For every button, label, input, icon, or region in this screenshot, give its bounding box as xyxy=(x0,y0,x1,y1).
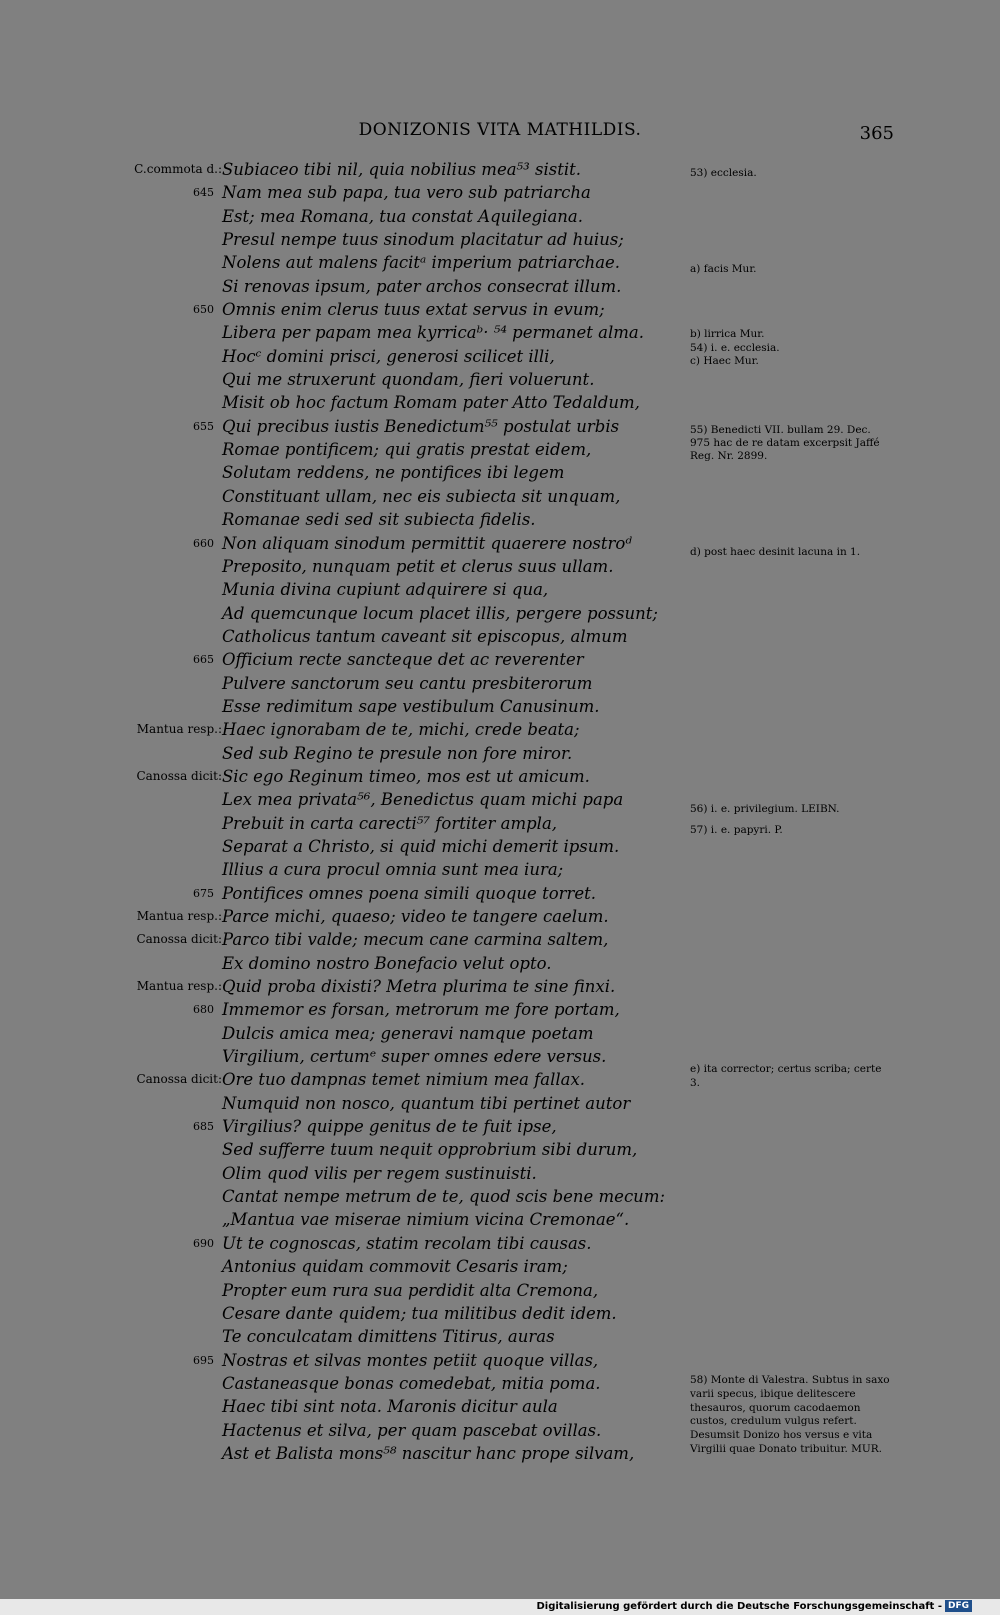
verse-text: Sed sub Regino te presule non fore miror. xyxy=(222,743,573,763)
verse-text: Catholicus tantum caveant sit episcopus, almum xyxy=(222,626,628,646)
verse-line xyxy=(0,1140,1000,1163)
verse-text: Hactenus et silva, per quam pascebat ovillas. xyxy=(222,1420,602,1440)
verse-text: Ex domino nostro Bonefacio velut opto. xyxy=(222,953,552,973)
line-number: 675 xyxy=(193,886,214,900)
verse-line xyxy=(0,1351,1000,1374)
verse-text: Nam mea sub papa, tua vero sub patriarcha xyxy=(222,183,591,203)
verse-text: Pontifices omnes poena simili quoque torret. xyxy=(222,883,597,903)
verse-text: Lex mea privata⁵⁶, Benedictus quam michi papa xyxy=(222,790,624,810)
verse-line xyxy=(0,720,1000,743)
verse-text: Olim quod vilis per regem sustinuisti. xyxy=(222,1163,537,1183)
page-title: DONIZONIS VITA MATHILDIS. xyxy=(358,120,642,140)
verse-text: Ad quemcunque locum placet illis, pergere possunt; xyxy=(222,603,658,623)
verse-text: Te conculcatam dimittens Titirus, auras xyxy=(222,1327,555,1347)
line-number: 695 xyxy=(193,1353,214,1367)
verse-line xyxy=(0,393,1000,416)
verse-text: Dulcis amica mea; generavi namque poetam xyxy=(222,1023,594,1043)
verse-text: Castaneasque bonas comedebat, mitia poma. xyxy=(222,1373,601,1393)
verse-line xyxy=(0,1234,1000,1257)
verse-text: Ore tuo dampnas temet nimium mea fallax. xyxy=(222,1070,586,1090)
verse-text: Non aliquam sinodum permittit quaerere nostroᵈ xyxy=(222,533,632,553)
verse-text: Misit ob hoc factum Romam pater Atto Tedaldum, xyxy=(222,393,640,413)
verse-line xyxy=(0,1210,1000,1233)
footnote-b-54-c: b) lirrica Mur. 54) i. e. ecclesia. c) Haec Mur. xyxy=(690,328,780,367)
verse-line xyxy=(0,1257,1000,1280)
footnote-58: 58) Monte di Valestra. Subtus in saxo varii specus, ibique delitescere thesauros, quorum cacodaemon custos, credulum vulgus refert. Desumsit Donizo hos versus e vita Virgilii quae Donato tribuitur. MUR. xyxy=(690,1374,890,1455)
verse-text: Si renovas ipsum, pater archos consecrat illum. xyxy=(222,276,622,296)
verse-text: Sed sufferre tuum nequit opprobrium sibi durum, xyxy=(222,1140,638,1160)
footnote-d: d) post haec desinit lacuna in 1. xyxy=(690,546,861,558)
verse-text: Hocᶜ domini prisci, generosi scilicet illi, xyxy=(222,346,555,366)
verse-text: Libera per papam mea kyrricaᵇ· ⁵⁴ permanet alma. xyxy=(222,323,644,343)
line-number: 690 xyxy=(193,1236,214,1250)
verse-text: Prebuit in carta carecti⁵⁷ fortiter ampla, xyxy=(222,813,558,833)
verse-text: Cantat nempe metrum de te, quod scis bene mecum: xyxy=(222,1187,666,1207)
verse-line xyxy=(0,604,1000,627)
footnote-e: e) ita corrector; certus scriba; certe 3. xyxy=(690,1063,882,1089)
verse-text: Quid proba dixisti? Metra plurima te sine finxi. xyxy=(222,977,616,997)
footer-text: Digitalisierung gefördert durch die Deutsche Forschungsgemeinschaft - xyxy=(536,1600,942,1612)
line-number: 665 xyxy=(193,653,214,667)
verse-line xyxy=(0,1327,1000,1350)
verse-line xyxy=(0,954,1000,977)
line-number: 660 xyxy=(193,536,214,550)
footer xyxy=(536,1600,972,1612)
verse-line xyxy=(0,207,1000,230)
verse-text: Pulvere sanctorum seu cantu presbiterorum xyxy=(222,673,593,693)
verse-line xyxy=(0,1117,1000,1140)
footnote-56: 56) i. e. privilegium. LEIBN. xyxy=(690,803,840,815)
verse-line xyxy=(0,674,1000,697)
verse-line xyxy=(0,1164,1000,1187)
dfg-logo: DFG xyxy=(945,1600,972,1612)
verse-line xyxy=(0,767,1000,790)
speaker-label: Canossa dicit: xyxy=(136,1072,222,1087)
verse-text: Immemor es forsan, metrorum me fore portam, xyxy=(222,1000,620,1020)
verse-line xyxy=(0,487,1000,510)
verse-text: Solutam reddens, ne pontifices ibi legem xyxy=(222,463,565,483)
verse-text: Numquid non nosco, quantum tibi pertinet autor xyxy=(222,1093,631,1113)
verse-text: Presul nempe tuus sinodum placitatur ad huius; xyxy=(222,230,624,250)
verse-line xyxy=(0,977,1000,1000)
verse-line xyxy=(0,697,1000,720)
verse-text: Sic ego Reginum timeo, mos est ut amicum. xyxy=(222,766,590,786)
verse-line xyxy=(0,183,1000,206)
verse-text: Nostras et silvas montes petiit quoque villas, xyxy=(222,1350,599,1370)
speaker-label: Canossa dicit: xyxy=(136,768,222,783)
line-number: 680 xyxy=(193,1003,214,1017)
verse-line xyxy=(0,1094,1000,1117)
verse-text: Propter eum rura sua perdidit alta Cremona, xyxy=(222,1280,599,1300)
verse-line xyxy=(0,510,1000,533)
verse-text: Haec tibi sint nota. Maronis dicitur aula xyxy=(222,1397,558,1417)
verse-text: Qui me struxerunt quondam, fieri voluerunt. xyxy=(222,370,595,390)
footnote-a: a) facis Mur. xyxy=(690,263,757,275)
footnote-57: 57) i. e. papyri. P. xyxy=(690,824,783,836)
verse-line xyxy=(0,463,1000,486)
speaker-label: Canossa dicit: xyxy=(136,932,222,947)
verse-line xyxy=(0,860,1000,883)
verse-line xyxy=(0,837,1000,860)
verse-line xyxy=(0,580,1000,603)
verse-text: Constituant ullam, nec eis subiecta sit unquam, xyxy=(222,486,621,506)
verse-line xyxy=(0,1024,1000,1047)
verse-text: Virgilium, certumᵉ super omnes edere versus. xyxy=(222,1047,607,1067)
verse-text: Romanae sedi sed sit subiecta fidelis. xyxy=(222,510,536,530)
verse-text: Officium recte sancteque det ac reverenter xyxy=(222,650,584,670)
verse-line xyxy=(0,744,1000,767)
speaker-label: Mantua resp.: xyxy=(136,909,222,923)
speaker-label: Mantua resp.: xyxy=(136,722,222,737)
verse-line xyxy=(0,300,1000,323)
verse-text: Virgilius? quippe genitus de te fuit ipse, xyxy=(222,1117,557,1137)
page-number: 365 xyxy=(859,123,894,144)
verse-line xyxy=(0,650,1000,673)
verse-line xyxy=(0,930,1000,953)
verse-text: Est; mea Romana, tua constat Aquilegiana. xyxy=(222,206,583,226)
verse-text: Preposito, nunquam petit et clerus suus ullam. xyxy=(222,556,614,576)
verse-line xyxy=(0,627,1000,650)
verse-line xyxy=(0,370,1000,393)
verse-text: „Mantua vae miserae nimium vicina Cremonae“. xyxy=(222,1210,630,1230)
line-number: 685 xyxy=(193,1120,214,1134)
verse-text: Munia divina cupiunt adquirere si qua, xyxy=(222,580,549,600)
verse-line xyxy=(0,277,1000,300)
verse-text: Ast et Balista mons⁵⁸ nascitur hanc prope silvam, xyxy=(222,1443,635,1463)
verse-line xyxy=(0,230,1000,253)
verse-text: Omnis enim clerus tuus extat servus in evum; xyxy=(222,300,605,320)
verse-line xyxy=(0,557,1000,580)
verse-text: Antonius quidam commovit Cesaris iram; xyxy=(222,1257,568,1277)
speaker-label: Mantua resp.: xyxy=(136,979,222,994)
verse-text: Ut te cognoscas, statim recolam tibi causas. xyxy=(222,1233,592,1253)
line-number: 650 xyxy=(193,303,214,317)
verse-text: Cesare dante quidem; tua militibus dedit idem. xyxy=(222,1303,617,1323)
verse-text: Parce michi, quaeso; video te tangere caelum. xyxy=(222,907,609,926)
verse-line xyxy=(0,1304,1000,1327)
footnote-53: 53) ecclesia. xyxy=(690,167,757,179)
verse-line xyxy=(0,907,1000,930)
verse-line xyxy=(0,1000,1000,1023)
verse-line xyxy=(0,884,1000,907)
verse-text: Illius a cura procul omnia sunt mea iura; xyxy=(222,860,564,880)
verse-text: Nolens aut malens facitᵃ imperium patriarchae. xyxy=(222,253,621,273)
verse-text: Parco tibi valde; mecum cane carmina saltem, xyxy=(222,930,609,950)
verse-text: Qui precibus iustis Benedictum⁵⁵ postulat urbis xyxy=(222,416,620,436)
verse-text: Subiaceo tibi nil, quia nobilius mea⁵³ sistit. xyxy=(222,160,582,179)
line-number: 645 xyxy=(193,186,214,200)
verse-text: Haec ignorabam de te, michi, crede beata; xyxy=(222,720,580,740)
verse-text: Esse redimitum sape vestibulum Canusinum. xyxy=(222,696,600,716)
speaker-label: C.commota d.: xyxy=(134,162,222,176)
verse-line xyxy=(0,1281,1000,1304)
line-number: 655 xyxy=(193,419,214,433)
verse-text: Romae pontificem; qui gratis prestat eidem, xyxy=(222,440,592,460)
footnote-55: 55) Benedicti VII. bullam 29. Dec. 975 hac de re datam excerpsit Jaffé Reg. Nr. 2899. xyxy=(690,424,880,462)
verse-text: Separat a Christo, si quid michi demerit ipsum. xyxy=(222,836,620,856)
verse-line xyxy=(0,1187,1000,1210)
